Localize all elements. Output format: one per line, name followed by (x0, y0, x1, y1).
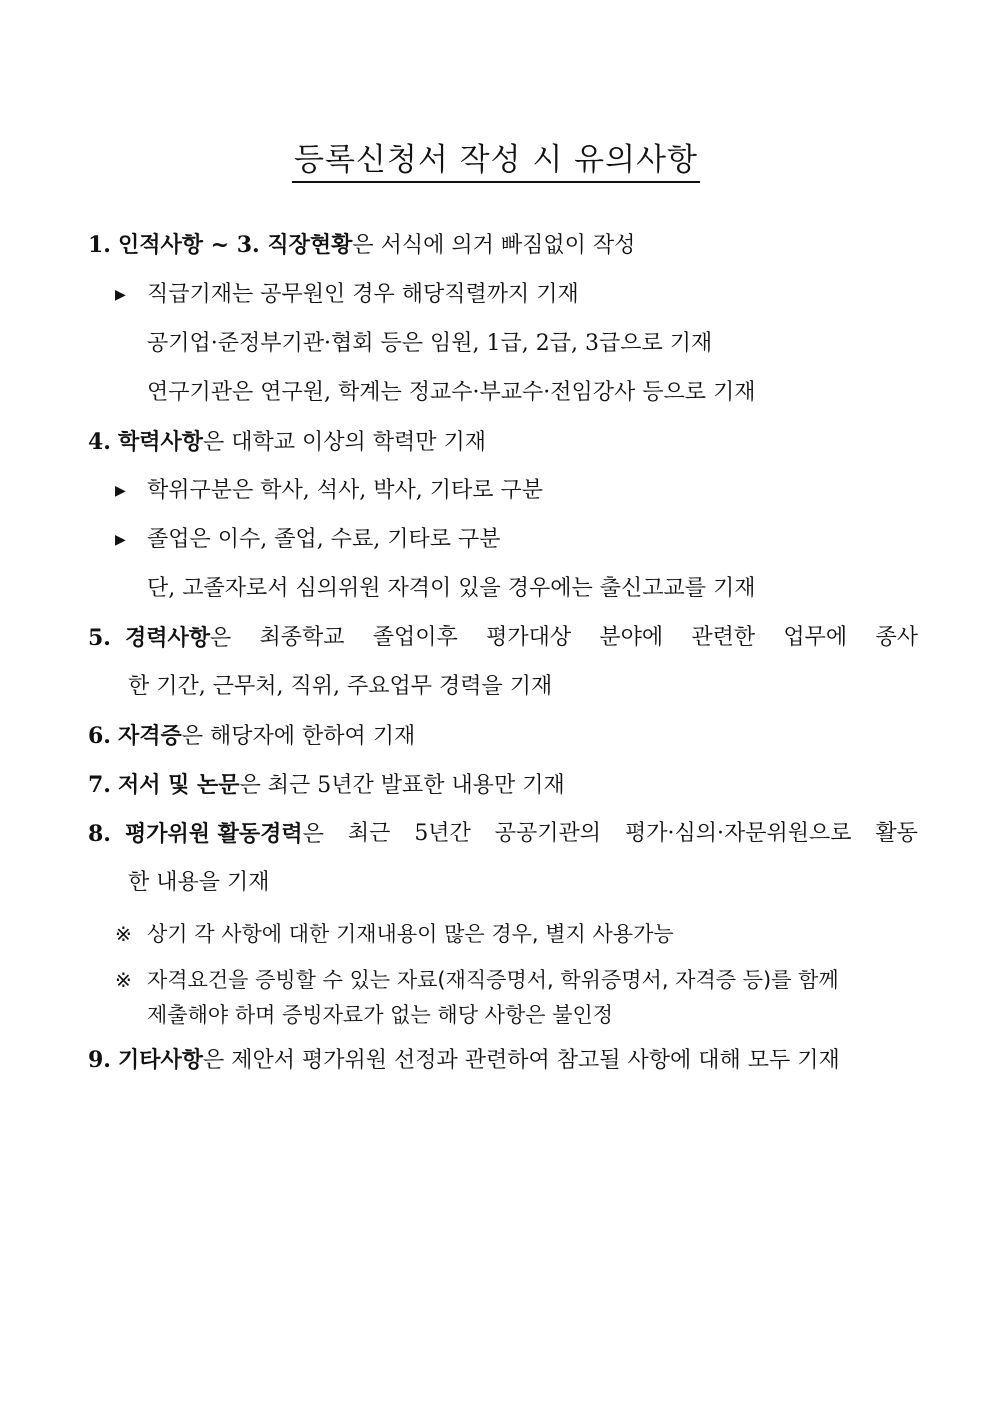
item-5-word: 졸업이후 (372, 625, 458, 650)
item-4-sub-3: 단, 고졸자로서 심의위원 자격이 있을 경우에는 출신고교를 기재 (147, 576, 756, 601)
reference-mark: ※ (115, 922, 132, 946)
item-8-lead (88, 819, 324, 850)
item-8-word: 공공기관의 (494, 821, 602, 846)
item-6-heading: 자격증 (117, 723, 182, 749)
item-4-sub-2: 졸업은 이수, 졸업, 수료, 기타로 구분 (147, 527, 501, 552)
item-4-sub-1: 학위구분은 학사, 석사, 박사, 기타로 구분 (147, 478, 543, 503)
item-9-text: 은 제안서 평가위원 선정과 관련하여 참고될 사항에 대해 모두 기재 (202, 1048, 840, 1073)
item-4-number: 4. (88, 429, 111, 455)
item-1-text: 은 서식에 의거 빠짐없이 작성 (352, 233, 636, 258)
item-8 (88, 819, 918, 850)
item-1-sub-1: 직급기재는 공무원인 경우 해당직렬까지 기재 (147, 282, 579, 307)
item-1-sub-2: 공기업·준정부기관·협회 등은 임원, 1급, 2급, 3급으로 기재 (147, 331, 713, 356)
item-7-heading: 저서 및 논문 (117, 772, 240, 798)
item-5-heading: 경력사항 (124, 625, 210, 651)
note-1: 상기 각 사항에 대한 기재내용이 많은 경우, 별지 사용가능 (147, 922, 674, 946)
item-9-heading: 기타사항 (117, 1047, 203, 1073)
item-8-number: 8. (88, 821, 111, 847)
triangle-right-icon: ▶ (115, 532, 126, 548)
item-8-word: 활동 (875, 821, 918, 846)
item-4-heading: 학력사항 (117, 429, 203, 455)
item-5-word: 평가대상 (486, 625, 572, 650)
item-9 (88, 1045, 840, 1076)
item-8-heading: 평가위원 활동경력 (124, 821, 303, 847)
item-5 (88, 623, 918, 654)
item-6-number: 6. (88, 723, 111, 749)
item-6 (88, 721, 415, 752)
item-5-word: 관련한 (691, 625, 756, 650)
item-8-continuation: 한 내용을 기재 (128, 870, 270, 895)
item-5-number: 5. (88, 625, 111, 651)
page-title-text: 등록신청서 작성 시 유의사항 (292, 141, 700, 183)
item-1 (88, 230, 635, 261)
note-2-line-1: 자격요건을 증빙할 수 있는 자료(재직증명서, 학위증명서, 자격증 등)를 함께 (147, 968, 839, 992)
item-5-word: 종사 (875, 625, 918, 650)
note-2-line-2: 제출해야 하며 증빙자료가 없는 해당 사항은 불인정 (147, 1003, 614, 1027)
item-4-text: 은 대학교 이상의 학력만 기재 (202, 430, 486, 455)
item-5-word: 최종학교 (259, 625, 345, 650)
triangle-right-icon: ▶ (115, 483, 126, 499)
item-8-word: 최근 (347, 821, 391, 846)
triangle-right-icon: ▶ (115, 287, 126, 303)
page-title (0, 138, 992, 183)
item-1-heading: 인적사항 ~ 3. 직장현황 (117, 232, 353, 258)
item-9-number: 9. (88, 1047, 111, 1073)
item-5-word: 은 (209, 626, 232, 651)
item-7-text: 은 최근 5년간 발표한 내용만 기재 (239, 773, 565, 798)
item-4 (88, 427, 486, 458)
item-7-number: 7. (88, 772, 111, 798)
item-5-word: 업무에 (783, 625, 848, 650)
item-1-sub-3: 연구기관은 연구원, 학계는 정교수·부교수·전임강사 등으로 기재 (147, 380, 756, 405)
item-1-number: 1. (88, 232, 111, 258)
item-8-word: 은 (302, 822, 324, 847)
reference-mark: ※ (115, 968, 132, 992)
item-8-word: 5년간 (414, 821, 471, 846)
item-7 (88, 770, 565, 801)
item-6-text: 은 해당자에 한하여 기재 (181, 724, 416, 749)
item-5-lead (88, 623, 231, 654)
item-5-continuation: 한 기간, 근무처, 직위, 주요업무 경력을 기재 (128, 674, 553, 699)
item-8-word: 평가·심의·자문위원으로 (624, 821, 852, 846)
item-5-word: 분야에 (599, 625, 664, 650)
